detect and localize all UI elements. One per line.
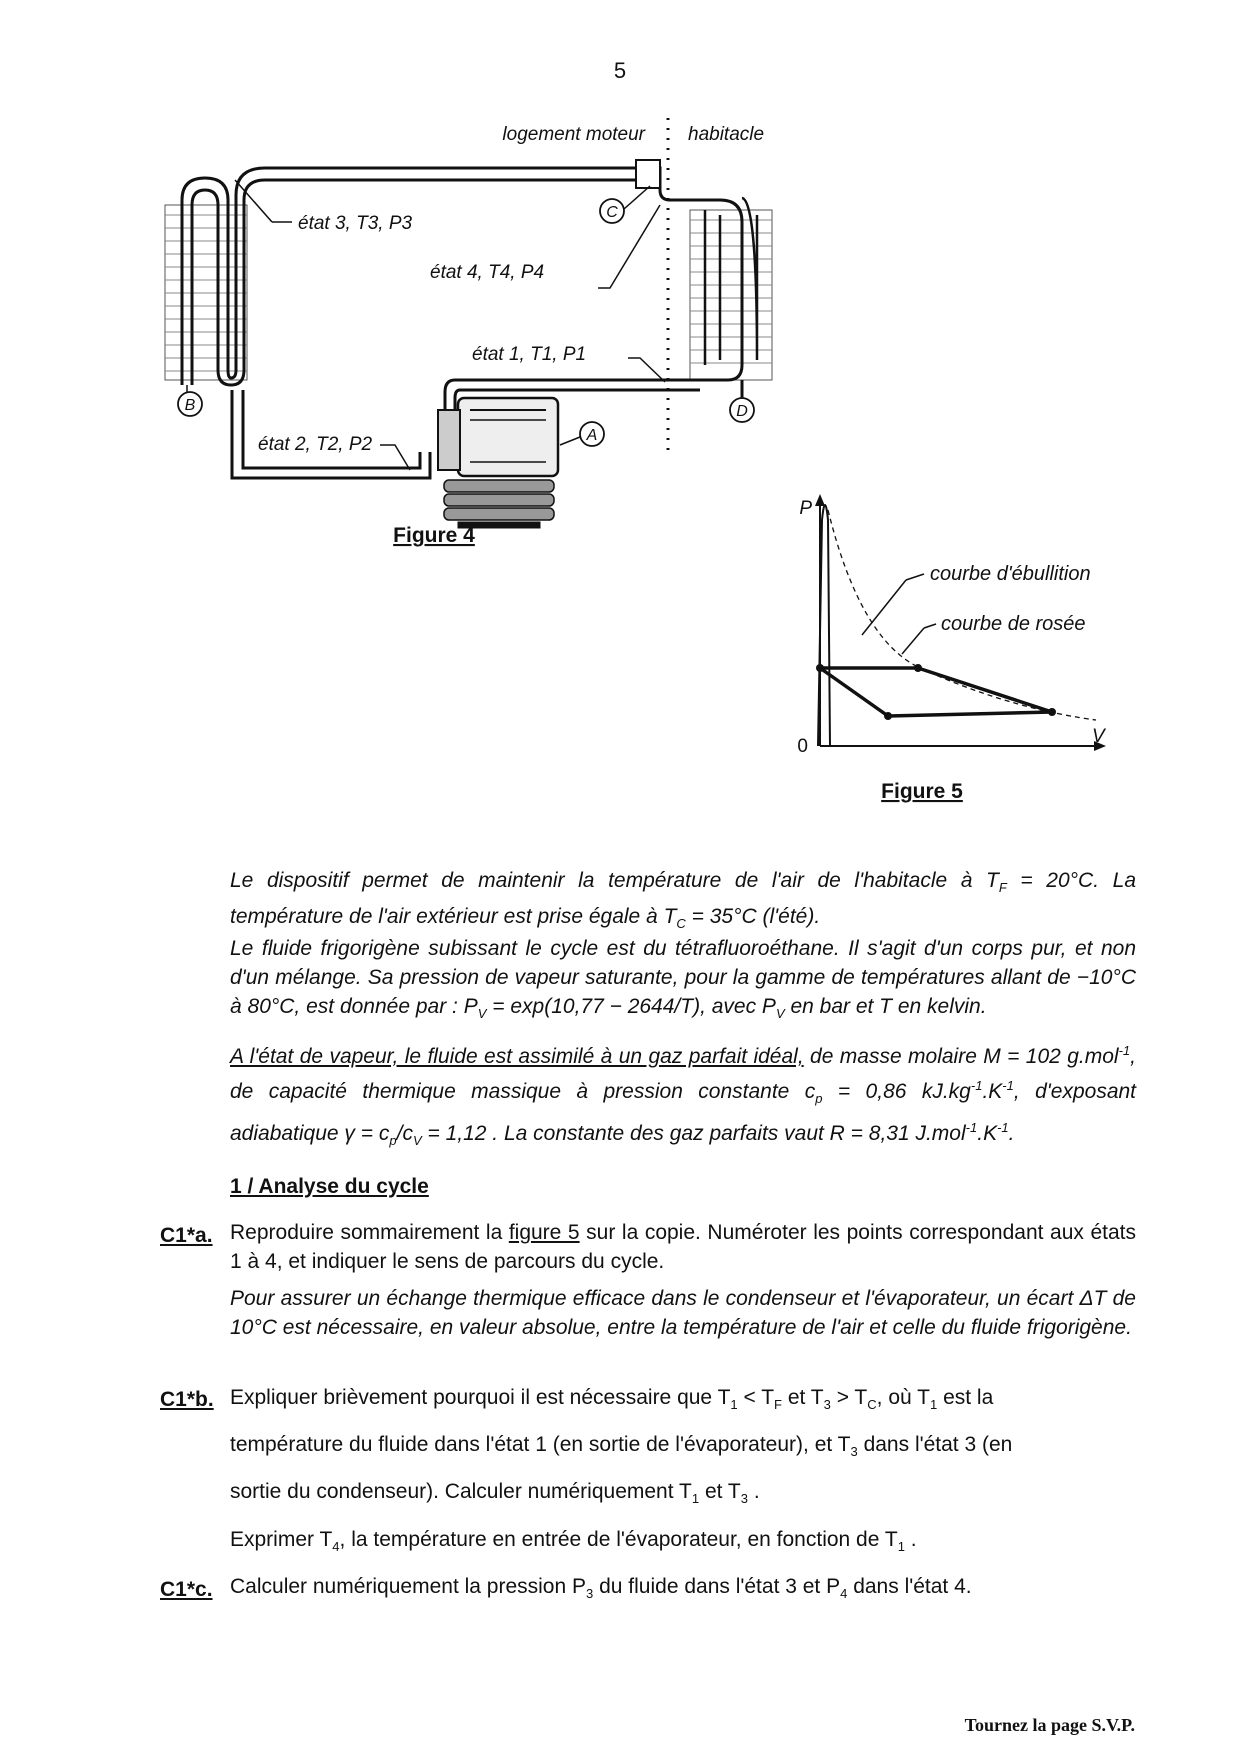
figures-svg	[0, 0, 1240, 820]
leader-dew	[902, 628, 924, 654]
question-c1c-text: Calculer numériquement la pression $P_3$ du fluide dans l'état 3 et $P_4$ dans l'état 4.	[230, 1575, 972, 1602]
label-state4: état 4, T4, P4	[430, 262, 545, 283]
intro-paragraph-1: Le dispositif permet de maintenir la température de l'air de l'habitacle à $T_F = 20^\circ C$. La température de l'air extérieur est prise égale à $T_C = 35^\circ C$ (l'été).	[230, 869, 1137, 932]
leader-state1	[628, 358, 665, 382]
circle-label-d	[730, 398, 754, 422]
svg-text:D: D	[736, 403, 748, 420]
figure5-chart	[797, 494, 1107, 757]
p-axis-arrow	[815, 494, 825, 506]
figure5-caption: Figure 5	[881, 780, 963, 803]
svg-text:B: B	[184, 397, 196, 414]
circle-label-c	[600, 186, 650, 223]
question-c1c-label: C1*c.	[160, 1578, 213, 1601]
intro-paragraph-3: A l'état de vapeur, le fluide est assimilé à un gaz parfait idéal, de masse molaire M = 102 g.mol$^{-1}$, de capacité thermique massique à pression constante $c_p = 0,86$ $kJ.kg^{-1}.K^{-1}$, d'exposant adiabatique $\gamma = c_p/c_V = 1,12$ . La constante des gaz parfaits vaut R = 8,31 $J.mol^{-1}.K^{-1}$.	[230, 1043, 1137, 1149]
svg-text:C: C	[606, 204, 618, 221]
figure5-reference: figure 5	[508, 1221, 580, 1244]
p-axis-label: P	[799, 498, 812, 519]
section-title: 1 / Analyse du cycle	[230, 1175, 429, 1198]
compressor-a	[438, 398, 558, 528]
refrigeration-cycle	[816, 664, 1056, 720]
label-state1: état 1, T1, P1	[472, 344, 587, 365]
evaporator-d	[690, 198, 772, 398]
leader-state2	[380, 445, 410, 470]
label-state3: état 3, T3, P3	[298, 213, 413, 234]
v-axis-label: V	[1092, 726, 1105, 747]
leader-boiling	[862, 580, 906, 635]
question-c1b-text: Expliquer brièvement pourquoi il est nécessaire que $T_1 < T_F$ et $T_3 > T_C$, où $T_1$ est la température du fluide dans l'état 1 (en sortie de l'évaporateur), et $T_3$ dans l'état 3 (en sortie du condenseur). Calculer numériquement $T_1$ et $T_3$ . Exprimer $T_4$, la température en entrée de l'évaporateur, en fonction de $T_1$ .	[230, 1386, 1013, 1554]
figure4-caption: Figure 4	[393, 524, 475, 547]
footer-turn-page: Tournez la page S.V.P.	[964, 1715, 1135, 1735]
origin-label: 0	[797, 736, 808, 757]
label-boiling-curve: courbe d'ébullition	[930, 563, 1091, 585]
question-c1a-label: C1*a.	[160, 1224, 213, 1247]
exchange-note: Pour assurer un échange thermique efficace dans le condenseur et l'évaporateur, un écart ΔT de 10°C est nécessaire, en valeur absolue, entre la température de l'air et celle du fluide frigorigène.	[230, 1287, 1136, 1339]
page-number: 5	[613, 58, 627, 83]
zone-label-cabin: habitacle	[688, 124, 765, 145]
question-c1a-text: Reproduire sommairement la figure 5 sur la copie. Numéroter les points correspondant aux états 1 à 4, et indiquer le sens de parcours du cycle.	[230, 1221, 1136, 1273]
expansion-valve	[636, 160, 660, 188]
circle-label-b	[178, 385, 202, 416]
label-dew-curve: courbe de rosée	[941, 613, 1086, 635]
intro-paragraph-2: Le fluide frigorigène subissant le cycle est du tétrafluoroéthane. Il s'agit d'un corps pur, et non d'un mélange. Sa pression de vapeur saturante, pour la gamme de températures allant de −10°C à 80°C, est donnée par : $P_V = \exp(10,77 - 2644/T)$, avec $P_V$ en bar et T en kelvin.	[230, 937, 1136, 1022]
question-c1b-label: C1*b.	[160, 1388, 214, 1411]
label-state2: état 2, T2, P2	[258, 434, 373, 455]
zone-label-engine: logement moteur	[502, 124, 645, 145]
svg-text:A: A	[586, 427, 598, 444]
circle-label-a	[560, 422, 604, 446]
